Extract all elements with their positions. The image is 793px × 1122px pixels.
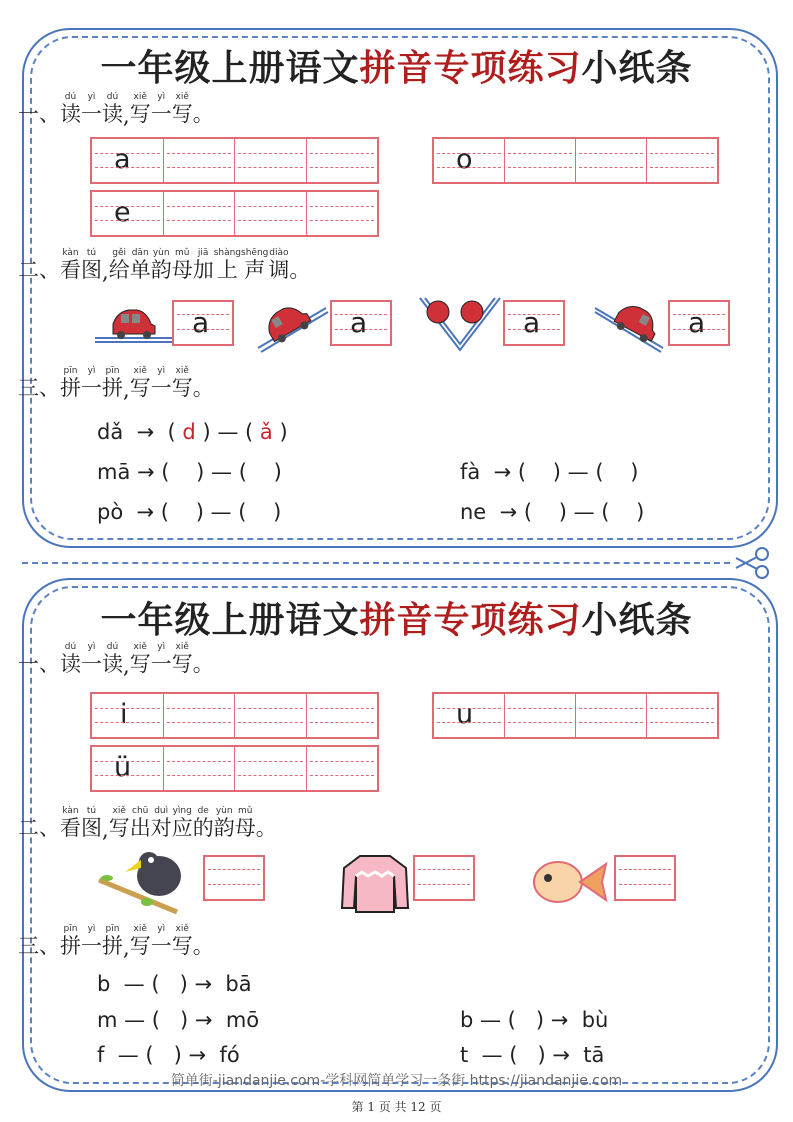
heading-char bbox=[151, 92, 172, 128]
heading-char bbox=[172, 248, 193, 284]
char: , bbox=[123, 936, 130, 960]
heading-char bbox=[81, 92, 102, 128]
char: , bbox=[102, 260, 109, 284]
char: 一 bbox=[81, 652, 102, 676]
heading-char bbox=[151, 642, 172, 678]
heading-char bbox=[123, 378, 130, 402]
heading-char bbox=[102, 92, 123, 128]
char: , bbox=[102, 818, 109, 842]
sheet2-section2-heading bbox=[18, 806, 277, 842]
pinyin: xiě bbox=[129, 924, 151, 934]
answer-box[interactable] bbox=[413, 855, 475, 901]
section-number: 三、 bbox=[18, 934, 60, 958]
char: 读 bbox=[102, 652, 123, 676]
heading-char bbox=[102, 818, 109, 842]
writing-grid[interactable] bbox=[90, 745, 379, 792]
pinyin: yìng bbox=[171, 806, 193, 816]
char: 出 bbox=[129, 816, 151, 840]
char: , bbox=[123, 378, 130, 402]
char: 对 bbox=[150, 816, 172, 840]
char: 拼 bbox=[102, 934, 123, 958]
char: 写 bbox=[129, 376, 151, 400]
char: 应 bbox=[171, 816, 193, 840]
pinyin: dú bbox=[60, 92, 81, 102]
pinyin: pīn bbox=[102, 366, 123, 376]
char: 韵 bbox=[213, 816, 235, 840]
char: 。 bbox=[289, 258, 311, 282]
dash: — bbox=[217, 420, 239, 444]
heading-char bbox=[151, 366, 172, 402]
crow-icon bbox=[97, 850, 197, 916]
heading-char bbox=[81, 806, 102, 842]
pinyin: yì bbox=[150, 92, 172, 102]
car-valley-icon bbox=[420, 296, 502, 352]
heading-char bbox=[214, 806, 235, 842]
char: 一 bbox=[150, 102, 172, 126]
title-part: 一年级上册语文 bbox=[100, 47, 360, 89]
title-highlight: 拼音专项练习 bbox=[359, 599, 582, 641]
char: 给 bbox=[108, 258, 130, 282]
heading-char bbox=[130, 248, 151, 284]
title-highlight: 拼音专项练习 bbox=[359, 47, 582, 89]
section-number: 一、 bbox=[18, 102, 60, 126]
sheet1-title bbox=[0, 40, 793, 91]
pinyin: yùn bbox=[150, 248, 172, 258]
char: 母 bbox=[171, 258, 193, 282]
char: 。 bbox=[192, 376, 214, 400]
char: 。 bbox=[192, 102, 214, 126]
char: 上 bbox=[213, 258, 241, 282]
heading-char bbox=[235, 806, 256, 842]
answer-box[interactable] bbox=[203, 855, 265, 901]
char: 写 bbox=[129, 934, 151, 958]
sheet2-section3-heading bbox=[18, 924, 214, 960]
answer-initial: d bbox=[182, 420, 196, 444]
pinyin: yì bbox=[150, 642, 172, 652]
exercise-row[interactable]: m — ( ) → mō bbox=[97, 1008, 260, 1032]
exercise-row[interactable]: t — ( ) → tā bbox=[460, 1043, 605, 1067]
title-part: 小纸条 bbox=[581, 599, 693, 641]
pinyin: yì bbox=[81, 366, 102, 376]
heading-char bbox=[256, 812, 277, 842]
pinyin: xiě bbox=[171, 366, 193, 376]
heading-char bbox=[123, 104, 130, 128]
char: 拼 bbox=[60, 934, 81, 958]
heading-char bbox=[151, 248, 172, 284]
answer-box[interactable] bbox=[614, 855, 676, 901]
char: 看 bbox=[60, 258, 81, 282]
heading-char bbox=[193, 98, 214, 128]
char: 看 bbox=[60, 816, 81, 840]
pinyin: yì bbox=[150, 366, 172, 376]
char: 一 bbox=[81, 102, 102, 126]
heading-char bbox=[172, 642, 193, 678]
exercise-row[interactable]: mā → ( ) — ( ) bbox=[97, 460, 282, 484]
car-flat-icon bbox=[95, 300, 175, 345]
pinyin: jiā bbox=[192, 248, 214, 258]
heading-char bbox=[172, 92, 193, 128]
writing-grid[interactable] bbox=[90, 137, 379, 184]
example-row bbox=[97, 420, 288, 444]
title-part: 小纸条 bbox=[581, 47, 693, 89]
pinyin: shēng bbox=[241, 248, 269, 258]
syllable: dǎ bbox=[97, 420, 124, 444]
sweater-icon bbox=[340, 852, 410, 916]
pinyin: yùn bbox=[213, 806, 235, 816]
heading-char bbox=[102, 924, 123, 960]
char: , bbox=[123, 654, 130, 678]
heading-char bbox=[123, 654, 130, 678]
heading-char bbox=[193, 248, 214, 284]
grid-letter: i bbox=[120, 699, 128, 730]
paren: ( bbox=[245, 420, 254, 444]
sheet2-title bbox=[0, 592, 793, 643]
pinyin: kàn bbox=[60, 248, 81, 258]
pinyin: de bbox=[192, 806, 214, 816]
heading-char bbox=[289, 254, 310, 284]
pinyin: yì bbox=[81, 642, 102, 652]
pinyin: xiě bbox=[108, 806, 130, 816]
char: , bbox=[123, 104, 130, 128]
char: 一 bbox=[81, 934, 102, 958]
exercise-row[interactable]: b — ( ) → bù bbox=[460, 1008, 609, 1032]
arrow: → bbox=[136, 420, 155, 444]
exercise-row[interactable]: fà → ( ) — ( ) bbox=[460, 460, 639, 484]
char: 的 bbox=[192, 816, 214, 840]
pinyin: chū bbox=[129, 806, 151, 816]
fish-icon bbox=[528, 852, 608, 912]
tone-letter: a bbox=[192, 306, 210, 339]
answer-final: ǎ bbox=[259, 420, 273, 444]
pinyin: xiě bbox=[171, 924, 193, 934]
pinyin: duì bbox=[150, 806, 172, 816]
exercise-row[interactable]: ne → ( ) — ( ) bbox=[460, 500, 645, 524]
pinyin: mǔ bbox=[234, 806, 256, 816]
heading-char bbox=[151, 806, 172, 842]
char: 读 bbox=[102, 102, 123, 126]
paren: ) bbox=[202, 420, 211, 444]
heading-char bbox=[193, 806, 214, 842]
heading-char bbox=[193, 372, 214, 402]
heading-char bbox=[193, 930, 214, 960]
char: 读 bbox=[60, 652, 81, 676]
char: 一 bbox=[81, 376, 102, 400]
tone-box[interactable] bbox=[172, 300, 234, 346]
char: 。 bbox=[255, 816, 277, 840]
pinyin: yì bbox=[81, 924, 102, 934]
pinyin: yì bbox=[150, 924, 172, 934]
char: 单 bbox=[129, 258, 151, 282]
heading-char bbox=[172, 924, 193, 960]
grid-letter: u bbox=[456, 699, 474, 730]
tone-letter: a bbox=[688, 306, 706, 339]
sheet2-section1-heading bbox=[18, 642, 214, 678]
pinyin: shàng bbox=[213, 248, 242, 258]
paren: ( bbox=[167, 420, 176, 444]
pinyin: dú bbox=[102, 642, 123, 652]
pinyin: dú bbox=[60, 642, 81, 652]
char: 韵 bbox=[150, 258, 172, 282]
char: 写 bbox=[129, 102, 151, 126]
pinyin: xiě bbox=[171, 92, 193, 102]
writing-grid[interactable] bbox=[432, 692, 719, 739]
char: 。 bbox=[192, 652, 214, 676]
heading-char bbox=[60, 366, 81, 402]
char: 母 bbox=[234, 816, 256, 840]
exercise-row[interactable]: b — ( ) → bā bbox=[97, 972, 252, 996]
paren: ) bbox=[279, 420, 288, 444]
pinyin: pīn bbox=[60, 366, 81, 376]
heading-char bbox=[268, 248, 289, 284]
sheet1-section1-heading bbox=[18, 92, 214, 128]
char: 写 bbox=[171, 934, 193, 958]
writing-grid[interactable] bbox=[90, 190, 379, 237]
car-uphill-icon bbox=[258, 296, 330, 352]
page-number: 第 1 页 共 12 页 bbox=[351, 1100, 442, 1114]
char: 写 bbox=[129, 652, 151, 676]
heading-char bbox=[102, 260, 109, 284]
grid-letter: a bbox=[114, 144, 131, 175]
pinyin: kàn bbox=[60, 806, 81, 816]
heading-char bbox=[172, 366, 193, 402]
tone-box[interactable] bbox=[330, 300, 392, 346]
pinyin: gěi bbox=[108, 248, 130, 258]
heading-char bbox=[102, 366, 123, 402]
pinyin: xiě bbox=[129, 366, 151, 376]
heading-char bbox=[130, 642, 151, 678]
car-downhill-icon bbox=[595, 296, 667, 352]
section-number: 二、 bbox=[18, 816, 60, 840]
heading-char bbox=[81, 642, 102, 678]
char: 一 bbox=[150, 376, 172, 400]
pinyin: mǔ bbox=[171, 248, 193, 258]
pinyin: xiě bbox=[129, 642, 151, 652]
heading-char bbox=[214, 248, 241, 284]
heading-char bbox=[130, 366, 151, 402]
watermark-text: 简单街-jiandanjie.com-学科网简单学习一条街 https://jiandanjie.com bbox=[170, 1073, 623, 1089]
pinyin: tú bbox=[81, 806, 102, 816]
cut-line bbox=[22, 562, 730, 564]
heading-char bbox=[102, 642, 123, 678]
heading-char bbox=[130, 924, 151, 960]
char: 图 bbox=[81, 258, 102, 282]
char: 一 bbox=[150, 934, 172, 958]
section-number: 一、 bbox=[18, 652, 60, 676]
char: 写 bbox=[171, 376, 193, 400]
heading-char bbox=[193, 648, 214, 678]
section-number: 二、 bbox=[18, 258, 60, 282]
writing-grid[interactable] bbox=[90, 692, 379, 739]
tone-box[interactable] bbox=[503, 300, 565, 346]
exercise-row[interactable]: pò → ( ) — ( ) bbox=[97, 500, 282, 524]
title-part: 一年级上册语文 bbox=[100, 599, 360, 641]
sheet1-section2-heading bbox=[18, 248, 310, 284]
char: 写 bbox=[108, 816, 130, 840]
char: 一 bbox=[150, 652, 172, 676]
char: 拼 bbox=[102, 376, 123, 400]
char: 加 bbox=[192, 258, 214, 282]
grid-letter: e bbox=[114, 197, 131, 228]
heading-char bbox=[109, 806, 130, 842]
heading-char bbox=[81, 366, 102, 402]
heading-char bbox=[60, 924, 81, 960]
char: 声 bbox=[241, 258, 269, 282]
heading-char bbox=[130, 806, 151, 842]
car-icon bbox=[113, 310, 155, 339]
heading-char bbox=[172, 806, 193, 842]
pinyin: xiě bbox=[171, 642, 193, 652]
char: 写 bbox=[171, 102, 193, 126]
pinyin: pīn bbox=[60, 924, 81, 934]
tone-letter: a bbox=[523, 306, 541, 339]
heading-char bbox=[241, 248, 268, 284]
pinyin: xiě bbox=[129, 92, 151, 102]
char: 写 bbox=[171, 652, 193, 676]
heading-char bbox=[81, 924, 102, 960]
grid-letter: o bbox=[456, 144, 473, 175]
char: 图 bbox=[81, 816, 102, 840]
heading-char bbox=[109, 248, 130, 284]
heading-char bbox=[60, 806, 81, 842]
heading-char bbox=[60, 92, 81, 128]
heading-char bbox=[60, 642, 81, 678]
pinyin: dú bbox=[102, 92, 123, 102]
exercise-row[interactable]: f — ( ) → fó bbox=[97, 1043, 240, 1067]
char: 。 bbox=[192, 934, 214, 958]
char: 读 bbox=[60, 102, 81, 126]
pinyin: tú bbox=[81, 248, 102, 258]
tone-box[interactable] bbox=[668, 300, 730, 346]
section-number: 三、 bbox=[18, 376, 60, 400]
grid-letter: ü bbox=[114, 752, 132, 783]
writing-grid[interactable] bbox=[432, 137, 719, 184]
pinyin: diào bbox=[268, 248, 290, 258]
char: 调 bbox=[268, 258, 290, 282]
heading-char bbox=[123, 936, 130, 960]
char: 拼 bbox=[60, 376, 81, 400]
tone-letter: a bbox=[350, 306, 368, 339]
heading-char bbox=[151, 924, 172, 960]
pinyin: pīn bbox=[102, 924, 123, 934]
heading-char bbox=[60, 248, 81, 284]
pinyin: dān bbox=[129, 248, 151, 258]
pinyin: yì bbox=[81, 92, 102, 102]
heading-char bbox=[81, 248, 102, 284]
heading-char bbox=[130, 92, 151, 128]
sheet1-section3-heading bbox=[18, 366, 214, 402]
scissors-icon bbox=[734, 546, 774, 580]
